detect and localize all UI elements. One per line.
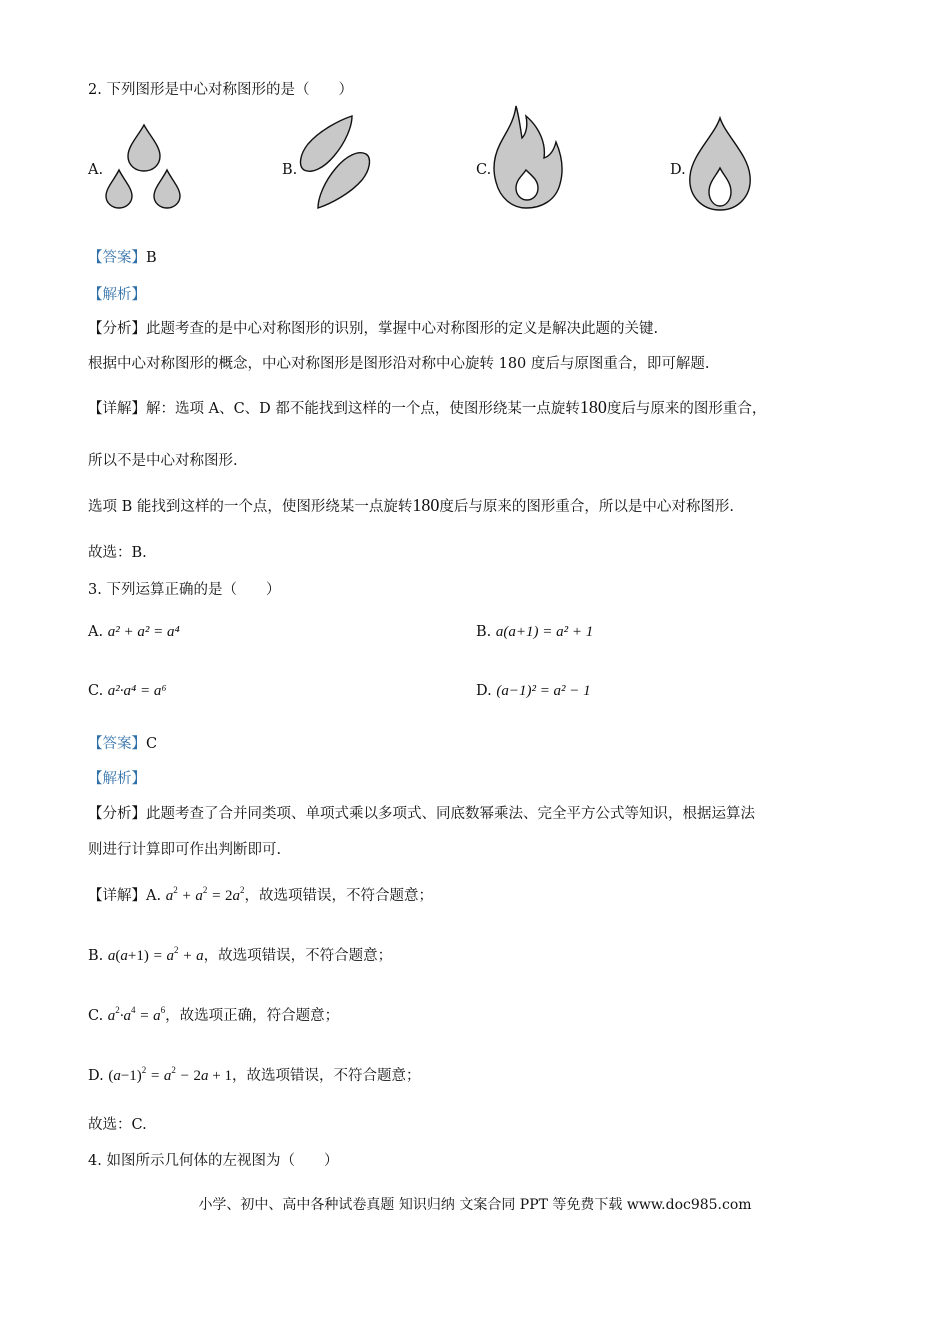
- q2-analysis-tag: 【解析】: [88, 287, 146, 303]
- q2-detail-3b: 度后与原来的图形重合，所以是中心对称图形.: [439, 499, 734, 515]
- q2-detail-3-180: 180: [412, 495, 440, 515]
- detail-tag: 【详解】: [88, 888, 146, 904]
- fenxi-tag: 【分析】: [88, 806, 146, 822]
- q2-fenxi: [88, 317, 658, 338]
- answer-tag: 【答案】: [88, 250, 146, 266]
- q3-answer-value: C: [146, 736, 158, 752]
- q2-detail-180: 180: [579, 397, 607, 417]
- q3-option-d-label: D.: [476, 683, 492, 699]
- q2-figure-a: [104, 122, 184, 212]
- fenxi-tag: 【分析】: [88, 321, 146, 337]
- q3-detail-a-expr: $a^2 + a^2 = 2a^2$: [165, 885, 245, 904]
- q3-detail-d: [88, 1064, 421, 1085]
- q3-detail-b-text: ，故选项错误，不符合题意；: [203, 948, 393, 964]
- q3-option-b: [476, 624, 593, 641]
- q3-option-b-expr: a(a+1) = a² + 1: [495, 624, 594, 640]
- q3-fenxi-2: 则进行计算即可作出判断即可.: [88, 842, 282, 858]
- q3-analysis-tag: 【解析】: [88, 771, 146, 787]
- q2-detail-1a: 解：选项 A、C、D 都不能找到这样的一个点，使图形绕某一点旋转: [146, 401, 580, 417]
- q3-answer: [88, 732, 157, 753]
- q2-detail-3a: 选项 B 能找到这样的一个点，使图形绕某一点旋转: [88, 499, 413, 515]
- q2-option-a-label: A.: [88, 162, 104, 178]
- q2-fenxi-text: 此题考查的是中心对称图形的识别，掌握中心对称图形的定义是解决此题的关键.: [146, 321, 659, 337]
- q2-detail-3: [88, 495, 734, 516]
- q3-detail-d-label: D.: [88, 1068, 104, 1084]
- q3-option-a: [88, 624, 180, 641]
- q3-detail-b-label: B.: [88, 948, 104, 964]
- q2-figure-b: [298, 114, 386, 210]
- page-footer: 小学、初中、高中各种试卷真题 知识归纳 文案合同 PPT 等免费下载 www.doc985.com: [198, 1197, 752, 1213]
- answer-tag: 【答案】: [88, 736, 146, 752]
- q3-detail-c-expr: $a^2\cdot a^4 = a^6$: [107, 1005, 166, 1024]
- q2-stem: 2. 下列图形是中心对称图形的是（ ）: [88, 82, 353, 98]
- q3-fenxi-1: [88, 802, 755, 823]
- q3-option-a-label: A.: [88, 624, 104, 640]
- q3-detail-b-expr: $a(a+1) = a^2 + a$: [107, 945, 204, 964]
- q2-conclusion: 故选：B.: [88, 545, 147, 561]
- q2-detail-1: [88, 397, 766, 418]
- q3-detail-b: [88, 944, 392, 965]
- q4-stem: 4. 如图所示几何体的左视图为（ ）: [88, 1153, 339, 1169]
- q3-detail-c-label: C.: [88, 1008, 104, 1024]
- q2-concept: 根据中心对称图形的概念，中心对称图形是图形沿对称中心旋转 180 度后与原图重合，即可解题.: [88, 356, 710, 372]
- q2-option-c-label: C.: [476, 162, 492, 178]
- q3-detail-d-expr: $(a-1)^2 = a^2 - 2a + 1$: [108, 1065, 233, 1084]
- q3-stem: 3. 下列运算正确的是（ ）: [88, 582, 281, 598]
- q3-option-d-expr: (a−1)² = a² − 1: [496, 683, 591, 699]
- q2-answer-value: B: [146, 250, 157, 266]
- q3-detail-a: [88, 884, 433, 905]
- q2-figure-d: [686, 116, 754, 212]
- q2-detail-2: 所以不是中心对称图形.: [88, 453, 238, 469]
- q3-option-d: [476, 683, 591, 700]
- q2-answer: [88, 246, 157, 267]
- q3-option-c: [88, 683, 167, 700]
- detail-tag: 【详解】: [88, 401, 146, 417]
- q3-detail-c-text: ，故选项正确，符合题意；: [165, 1008, 340, 1024]
- q3-option-b-label: B.: [476, 624, 492, 640]
- q3-option-c-label: C.: [88, 683, 104, 699]
- q3-fenxi-1-text: 此题考查了合并同类项、单项式乘以多项式、同底数幂乘法、完全平方公式等知识，根据运算法: [146, 806, 755, 822]
- q2-detail-1b: 度后与原来的图形重合，: [606, 401, 767, 417]
- q2-figure-c: [492, 104, 566, 212]
- q2-option-b-label: B.: [282, 162, 298, 178]
- q3-detail-a-text: ，故选项错误，不符合题意；: [244, 888, 433, 904]
- q2-option-d-label: D.: [670, 162, 686, 178]
- q3-conclusion: 故选：C.: [88, 1117, 147, 1133]
- q3-option-a-expr: a² + a² = a⁴: [107, 624, 180, 640]
- q3-detail-c: [88, 1004, 339, 1025]
- q3-detail-a-label: A.: [146, 888, 162, 904]
- q3-detail-d-text: ，故选项错误，不符合题意；: [232, 1068, 421, 1084]
- q3-option-c-expr: a²·a⁴ = a⁶: [107, 683, 167, 699]
